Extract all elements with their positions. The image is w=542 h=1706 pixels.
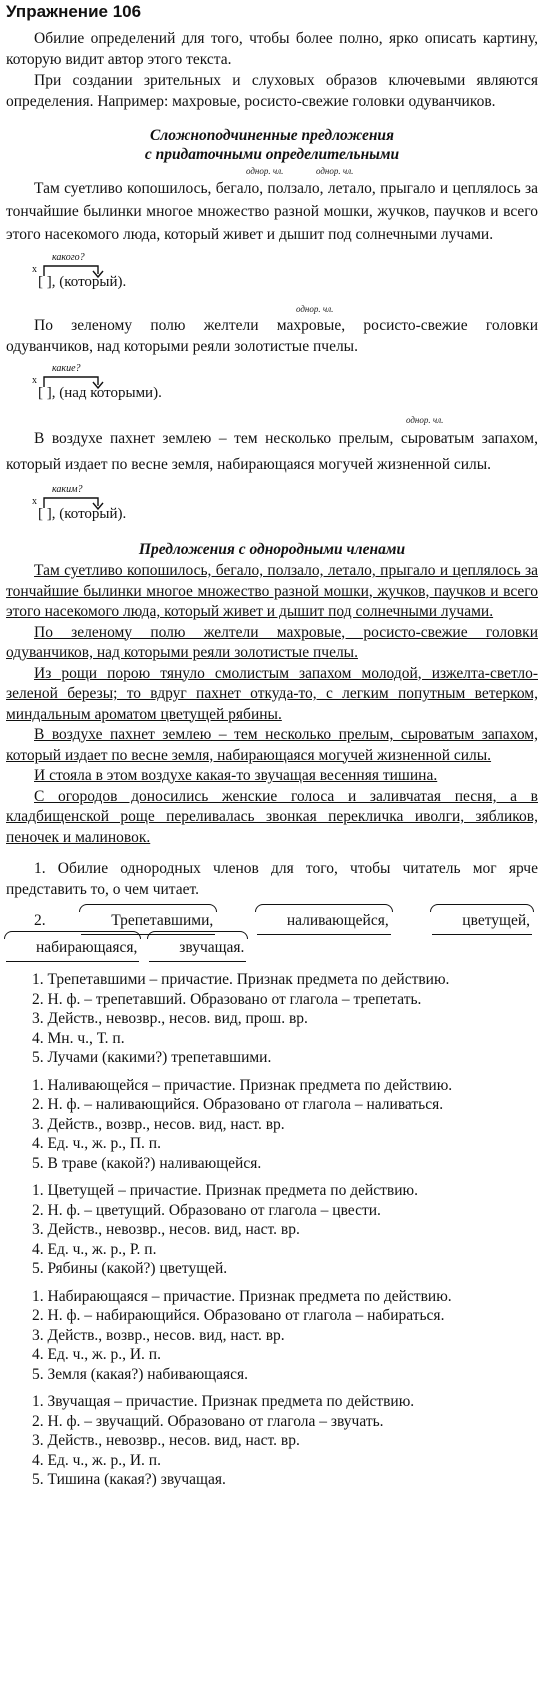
answer-2: 2. Трепетавшими, наливающейся, цветущей, набирающаяся, звучащая. [6, 908, 538, 962]
morph-group-4 [32, 1287, 538, 1385]
morph-line: 2. Н. ф. – набирающийся. Образовано от глагола – набираться. [32, 1307, 445, 1324]
morph-line: 5. Рябины (какой?) цветущей. [32, 1260, 228, 1277]
morph-line: 5. Лучами (какими?) трепетавшими. [32, 1049, 272, 1066]
morph-line: 3. Действ., возвр., несов. вид, наст. вр. [32, 1326, 285, 1344]
morph-line: 4. Мн. ч., Т. п. [32, 1029, 125, 1047]
participle-chip: звучащая. [149, 935, 246, 962]
scheme-text: [ ], (который). [38, 506, 127, 522]
morph-line: 1. Наливающейся – причастие. Признак предмета по действию. [32, 1076, 453, 1094]
hom-sentence-2: По зеленому полю желтели махровые, росисто-свежие головки одуванчиков, над которыми реяли золотистые пчелы. [6, 623, 538, 661]
morph-line: 4. Ед. ч., ж. р., Р. п. [32, 1240, 157, 1258]
morph-line: 2. Н. ф. – цветущий. Образовано от глагола – цвести. [32, 1201, 381, 1219]
morph-line: 3. Действ., невозвр., несов. вид, наст. вр. [32, 1221, 300, 1238]
section1-heading: Сложноподчиненные предложения с придаточными определительными [144, 127, 400, 163]
intro-paragraph-1: Обилие определений для того, чтобы более полно, ярко описать картину, которую видит автор этого текста. [6, 30, 538, 68]
exercise-title: Упражнение 106 [6, 2, 142, 21]
morph-line: 2. Н. ф. – наливающийся. Образовано от глагола – наливаться. [32, 1096, 444, 1113]
morph-line: 4. Ед. ч., ж. р., И. п. [32, 1451, 161, 1469]
morph-line: 2. Н. ф. – звучащий. Образовано от глагола – звучать. [32, 1412, 384, 1430]
morph-line: 4. Ед. ч., ж. р., И. п. [32, 1346, 161, 1363]
hom-sentence-5: И стояла в этом воздухе какая-то звучащая весенняя тишина. [34, 767, 438, 784]
participle-chip: Трепетавшими, [81, 908, 215, 935]
answer-1: 1. Обилие однородных членов для того, чтобы читатель мог ярче представить то, о чем читает. [6, 860, 538, 898]
hom-sentence-1: Там суетливо копошилось, бегало, ползало, летало, прыгало и цеплялось за тончайшие былинки многое множество разной мошки, жучков, паучков и всего этого насекомого люда, который живет и дышит под солнечными лучами. [6, 562, 538, 620]
scheme-question: какого? [52, 252, 85, 263]
section2-heading: Предложения с однородными членами [138, 541, 406, 558]
morph-group-2 [32, 1076, 538, 1174]
intro-paragraph-2: При создании зрительных и слуховых образов ключевыми являются определения. Например: махровые, росисто-свежие головки одуванчиков. [6, 72, 538, 110]
morph-group-5 [32, 1392, 538, 1490]
homogeneous-sentences [6, 561, 538, 848]
participle-chip: цветущей, [432, 908, 532, 935]
sentence-3: В воздухе пахнет землею – тем несколько прелым, сыроватым запахом, который издает по весне земля, набирающаяся могучей жизненной силы. [6, 430, 538, 473]
sentence-1: Там суетливо копошилось, бегало, ползало, летало, прыгало и цеплялось за тончайшие былинки многое множество разной мошки, жучков, паучков и всего этого насекомого люда, который живет и дышит под солнечными лучами. [6, 180, 538, 243]
scheme-2 [32, 363, 538, 405]
morph-line: 1. Набирающаяся – причастие. Признак предмета по действию. [32, 1287, 452, 1305]
morph-line: 4. Ед. ч., ж. р., П. п. [32, 1135, 161, 1152]
scheme-1 [32, 252, 538, 294]
page [0, 2, 542, 1706]
scheme-text: [ ], (который). [38, 274, 127, 290]
morph-line: 5. Тишина (какая?) звучащая. [32, 1471, 226, 1488]
scheme-3 [32, 484, 538, 526]
morph-line: 1. Трепетавшими – причастие. Признак предмета по действию. [32, 971, 450, 988]
scheme-x: x [32, 264, 37, 275]
morph-line: 5. В траве (какой?) наливающейся. [32, 1154, 262, 1172]
scheme-x: x [32, 496, 37, 507]
morph-analysis [32, 970, 538, 1490]
scheme-text: [ ], (над которыми). [38, 385, 162, 401]
morph-group-1 [32, 970, 538, 1068]
morph-line: 2. Н. ф. – трепетавший. Образовано от глагола – трепетать. [32, 990, 422, 1008]
morph-line: 3. Действ., возвр., несов. вид, наст. вр. [32, 1115, 285, 1133]
morph-line: 3. Действ., невозвр., несов. вид, прош. вр. [32, 1010, 308, 1027]
sentence-2: По зеленому полю желтели махровые, росисто-свежие головки одуванчиков, над которыми реяли золотистые пчелы. [6, 317, 538, 355]
hom-sentence-4: В воздухе пахнет землею – тем несколько прелым, сыроватым запахом, который издает по весне земля, набирающаяся могучей жизненной силы. [6, 726, 538, 764]
morph-line: 3. Действ., невозвр., несов. вид, наст. вр. [32, 1432, 300, 1449]
morph-line: 1. Звучащая – причастие. Признак предмета по действию. [32, 1393, 415, 1410]
hom-sentence-3: Из рощи порою тянуло смолистым запахом молодой, изжелта-светло-зеленой березы; то вдруг пахнет откуда-то, с легким попутным ветерком, миндальным ароматом цветущей рябины. [6, 664, 538, 723]
participle-chip: набирающаяся, [6, 935, 139, 962]
annotation-line-3: однор. чл. [406, 415, 444, 425]
participle-chip: наливающейся, [257, 908, 391, 935]
scheme-question: каким? [52, 484, 83, 495]
morph-line: 1. Цветущей – причастие. Признак предмета по действию. [32, 1182, 418, 1199]
annotation-line-2: однор. чл. [296, 304, 334, 314]
morph-group-3 [32, 1181, 538, 1279]
scheme-x: x [32, 375, 37, 386]
morph-line: 5. Земля (какая?) набивающаяся. [32, 1365, 249, 1383]
scheme-question: какие? [52, 363, 81, 374]
annotation-line-1: однор. чл. однор. чл. [246, 166, 354, 176]
hom-sentence-6: С огородов доносились женские голоса и заливчатая песня, а в кладбищенской роще переливалась звонкая перекличка иволги, зябликов, пеночек и малиновок. [6, 787, 538, 846]
